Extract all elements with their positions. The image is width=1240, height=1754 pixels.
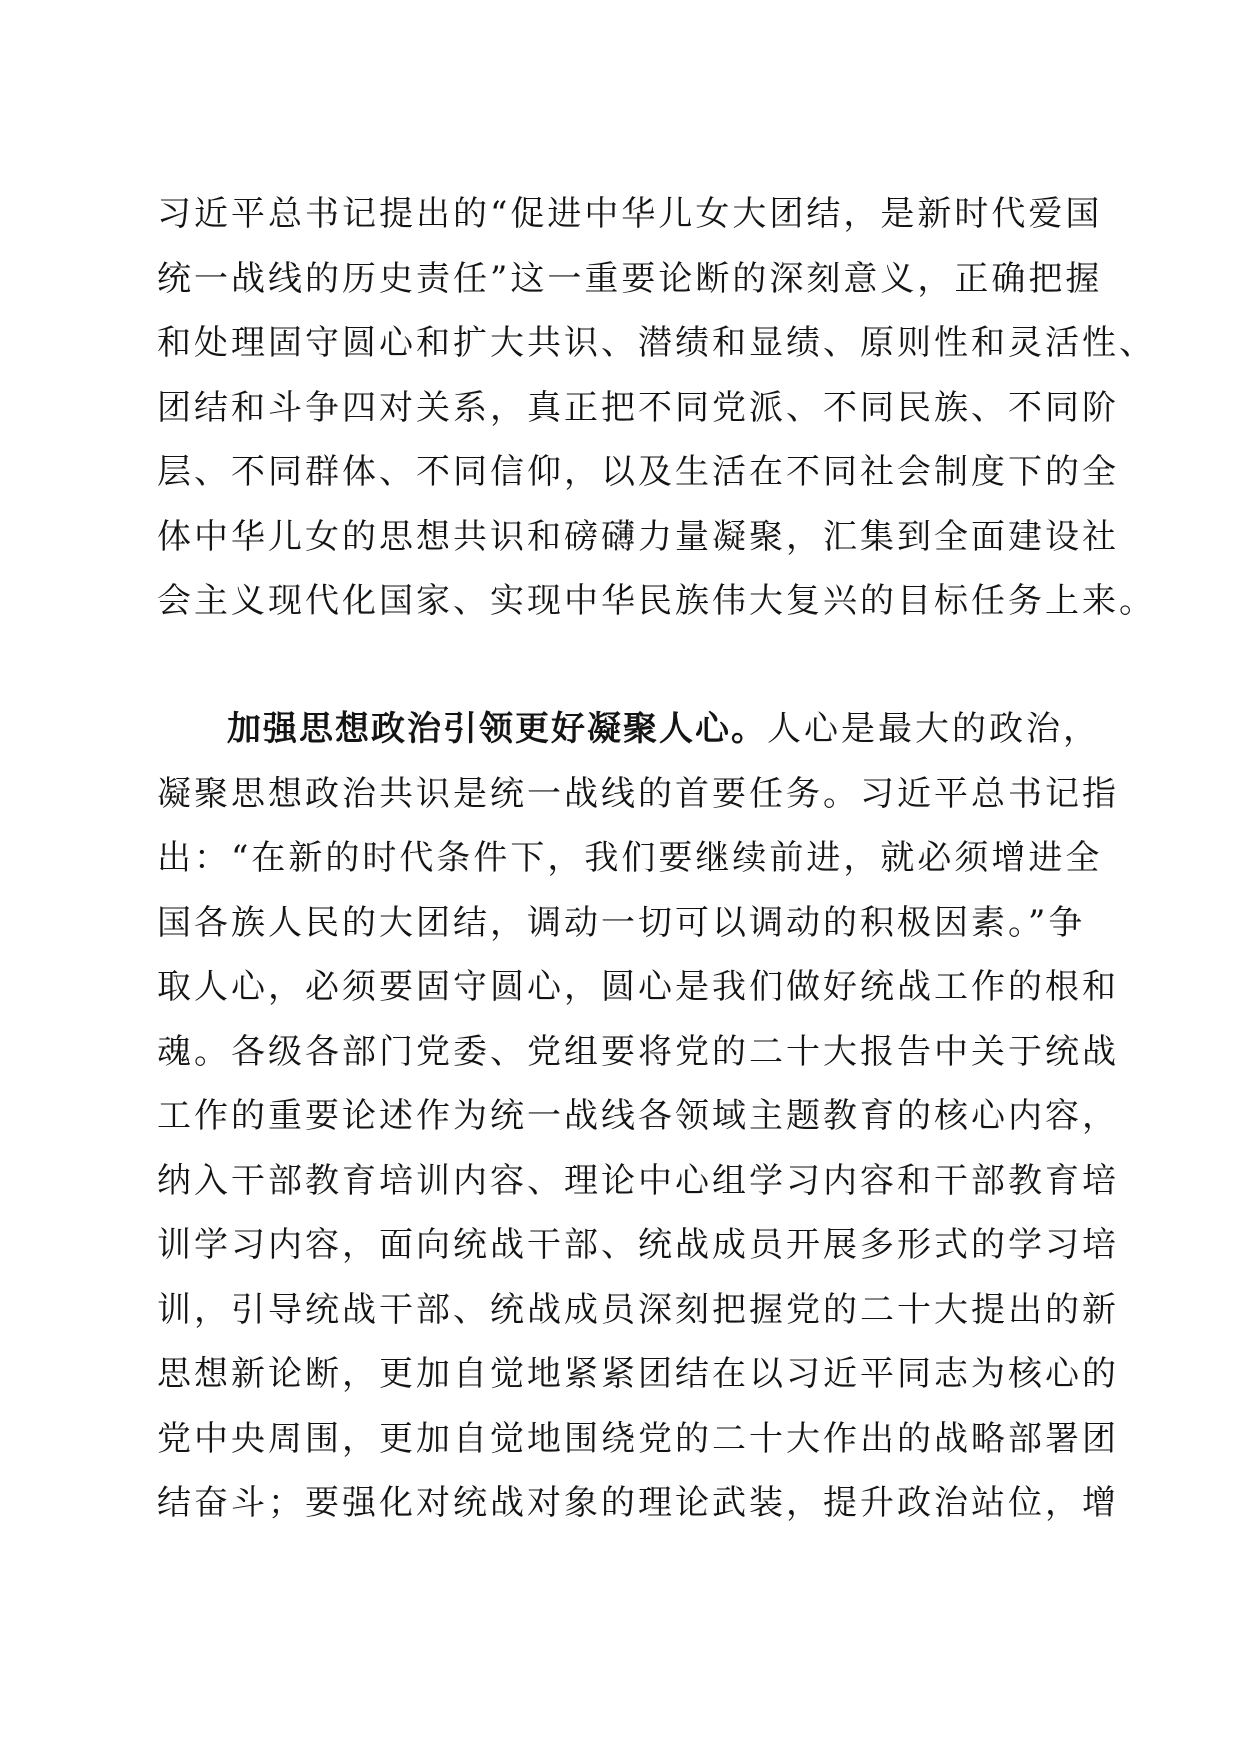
paragraph-2-line: 取人心，必须要固守圆心，圆心是我们做好统战工作的根和 — [157, 967, 1119, 1007]
paragraph-2-line: 工作的重要论述作为统一战线各领域主题教育的核心内容， — [157, 1096, 1119, 1136]
paragraph-1-line: 体中华儿女的思想共识和磅礴力量凝聚，汇集到全面建设社 — [157, 516, 1119, 557]
paragraph-2-line: 魂。各级各部门党委、党组要将党的二十大报告中关于统战 — [157, 1031, 1119, 1072]
paragraph-1-line: 和处理固守圆心和扩大共识、潜绩和显绩、原则性和灵活性、 — [157, 323, 1156, 363]
paragraph-2 — [157, 697, 1119, 1536]
paragraph-2-line: 国各族人民的大团结，调动一切可以调动的积极因素。”争 — [157, 902, 1086, 943]
paragraph-1-line: 习近平总书记提出的“促进中华儿女大团结，是新时代爱国 — [157, 194, 1103, 234]
paragraph-1-line: 会主义现代化国家、实现中华民族伟大复兴的目标任务上来。 — [157, 581, 1156, 621]
paragraph-2-line: 训学习内容，面向统战干部、统战成员开展多形式的学习培 — [157, 1225, 1119, 1265]
paragraph-2-heading: 加强思想政治引领更好凝聚人心。 — [227, 709, 767, 749]
paragraph-2-first-line-rest: 人心是最大的政治， — [767, 709, 1100, 749]
paragraph-1 — [157, 182, 1156, 634]
paragraph-1-line: 统一战线的历史责任”这一重要论断的深刻意义，正确把握 — [157, 258, 1103, 299]
paragraph-2-first-line — [157, 697, 1100, 762]
paragraph-1-line: 层、不同群体、不同信仰，以及生活在不同社会制度下的全 — [157, 452, 1119, 492]
paragraph-2-line: 思想新论断，更加自觉地紧紧团结在以习近平同志为核心的 — [157, 1354, 1119, 1394]
paragraph-2-line: 纳入干部教育培训内容、理论中心组学习内容和干部教育培 — [157, 1160, 1119, 1201]
paragraph-2-line: 结奋斗；要强化对统战对象的理论武装，提升政治站位，增 — [157, 1483, 1119, 1523]
paragraph-2-line: 出：“在新的时代条件下，我们要继续前进，就必须增进全 — [157, 838, 1103, 878]
paragraph-2-line: 训，引导统战干部、统战成员深刻把握党的二十大提出的新 — [157, 1289, 1119, 1330]
paragraph-2-line: 凝聚思想政治共识是统一战线的首要任务。习近平总书记指 — [157, 773, 1119, 814]
paragraph-1-line: 团结和斗争四对关系，真正把不同党派、不同民族、不同阶 — [157, 387, 1119, 428]
paragraph-2-line: 党中央周围，更加自觉地围绕党的二十大作出的战略部署团 — [157, 1418, 1119, 1459]
